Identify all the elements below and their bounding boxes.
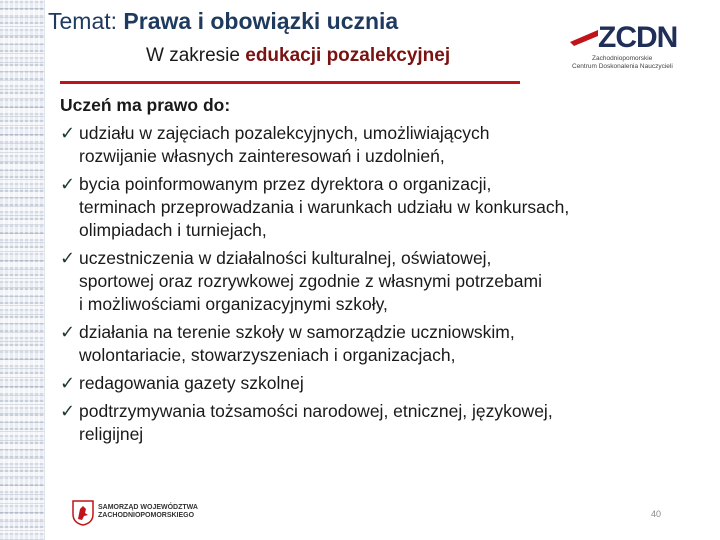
zcdn-logo xyxy=(570,22,682,72)
title-strong: Prawa i obowiązki ucznia xyxy=(123,8,399,34)
list-item-line: udziału w zajęciach pozalekcyjnych, umożliwiających xyxy=(79,123,490,143)
checkmark-icon: ✓ xyxy=(60,123,76,143)
list-item-line: olimpiadach i turniejach, xyxy=(79,220,267,240)
intro-heading: Uczeń ma prawo do: xyxy=(60,95,231,115)
list-item xyxy=(60,372,700,395)
checkmark-icon: ✓ xyxy=(60,248,76,268)
rights-list xyxy=(60,122,700,446)
list-item-line: i możliwościami organizacyjnymi szkoły, xyxy=(79,294,388,314)
list-item-line: redagowania gazety szkolnej xyxy=(79,373,304,393)
list-item-line: bycia poinformowanym przez dyrektora o organizacji, xyxy=(79,174,492,194)
checkmark-icon: ✓ xyxy=(60,373,76,393)
list-item-text xyxy=(79,372,304,395)
list-item-text xyxy=(79,400,553,446)
list-item-text xyxy=(79,321,515,367)
list-item-line: religijnej xyxy=(79,424,144,444)
list-item-line: wolontariacie, stowarzyszeniach i organizacjach, xyxy=(79,345,456,365)
list-item-line: uczestniczenia w działalności kulturalnej, oświatowej, xyxy=(79,248,492,268)
slide-content xyxy=(60,94,700,451)
list-item xyxy=(60,247,700,316)
footer-logo-text xyxy=(98,504,198,520)
zcdn-logo-mark-icon xyxy=(570,28,600,48)
page-number: 40 xyxy=(651,509,662,519)
footer-logo xyxy=(70,498,200,528)
subtitle-strong: edukacji pozalekcyjnej xyxy=(245,45,451,66)
list-item xyxy=(60,321,700,367)
list-item-text xyxy=(79,247,542,316)
logo-line1: Zachodniopomorskie xyxy=(592,55,653,62)
list-item-line: działania na terenie szkoły w samorządzie uczniowskim, xyxy=(79,322,515,342)
decorative-side-strip xyxy=(0,0,45,540)
footer-logo-text-1: SAMORZĄD WOJEWÓDZTWA xyxy=(98,504,198,511)
checkmark-icon: ✓ xyxy=(60,401,76,421)
subtitle-prefix: W zakresie xyxy=(146,45,246,66)
griffin-shield-icon xyxy=(72,500,94,526)
list-item-line: terminach przeprowadzania i warunkach udziału w konkursach, xyxy=(79,197,570,217)
title-prefix: Temat: xyxy=(48,8,124,34)
list-item xyxy=(60,400,700,446)
page-subtitle xyxy=(146,45,450,67)
checkmark-icon: ✓ xyxy=(60,322,76,342)
title-underline xyxy=(60,81,520,84)
list-item-line: podtrzymywania tożsamości narodowej, etnicznej, językowej, xyxy=(79,401,553,421)
footer-logo-text-2: ZACHODNIOPOMORSKIEGO xyxy=(98,512,195,519)
logo-line2: Centrum Doskonalenia Nauczycieli xyxy=(572,63,673,70)
list-item-text xyxy=(79,173,569,242)
list-item-line: sportowej oraz rozrywkowej zgodnie z własnymi potrzebami xyxy=(79,271,542,291)
logo-wordmark: ZCDN xyxy=(598,21,678,54)
page-title xyxy=(48,8,398,35)
checkmark-icon: ✓ xyxy=(60,174,76,194)
list-item xyxy=(60,122,700,168)
list-item xyxy=(60,173,700,242)
list-item-line: rozwijanie własnych zainteresowań i uzdolnień, xyxy=(79,146,445,166)
list-item-text xyxy=(79,122,489,168)
